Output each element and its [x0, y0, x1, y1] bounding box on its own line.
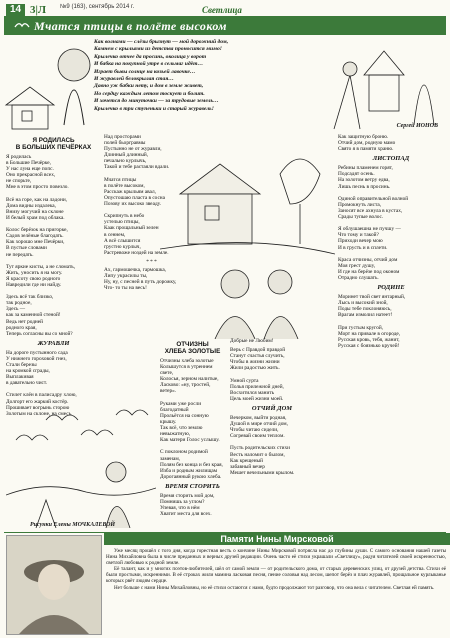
- epigraph-author: Сергей ИОНОВ: [396, 123, 438, 129]
- poem-ya-rodilas: Я родилась в Большие Печёрке, У нас луна еще попс. Оно прекрасной всех, не спорьте, Мне в этом просто повезло. Всё на горе, как на ладони, Дома видны издалека, Внизу могучий на склоне И белый храм под облака. Колос берёзок на пригорке, Садов зелёные благодать. Как хорошо мне Печёрки, В пустые словами не передать. Тут яркие кисты, а не сломать, Жить, уносить я на могу. Я красоту свою родного Навредили где ни найду. Здесь всё так близко, так родное, Здесь — как за каменной стеной! Ведь нет родней родного края, Теперь согласны вы со мной?: [6, 154, 76, 337]
- poem-title-zhuravli: ЖУРАВЛИ: [37, 339, 70, 347]
- newspaper-logo: 3|Л: [30, 4, 47, 16]
- memorial-paragraph: Её талант, как и у многих поэтов-любителей, шёл от самой земли — от родительского дома, от старых деревенских улиц, от друзей детства. Стихи её были простыми, искренними. В её строках жили мамина ласковая песня, пение соловья над лесом, шепот берёз и плач журавлей, прощальное курлыканье которых рвёт людям сердце.: [106, 566, 446, 585]
- poem-separator: * * *: [146, 258, 157, 265]
- section-banner: [4, 18, 446, 35]
- poem-dobrye-head: Добрые не Любим!: [230, 338, 274, 344]
- poem-intro: Как защитную броню. Отчий дом, родную мамо Свято я в памяти храню.: [338, 134, 396, 153]
- poem-title-ya-rodilas: Я РОДИЛАСЬ В БОЛЬШИХ ПЕЧЁРКАХ: [15, 137, 92, 151]
- poem-title-otchizny: ОТЧИЗНЫ ХЛЕБА ЗОЛОТЫЕ: [164, 341, 221, 355]
- memorial-article: [4, 532, 446, 637]
- poem-title-otchiy-dom: ОТЧИЙ ДОМ: [251, 404, 293, 412]
- poem-pravda: Верь с Правдой правдой Станут счастья случить, Чтобы в жизни жизни Жили радостью жить. Умной сурта Полья прилежной дней, Восхитился манить Цель моей жизни моей.: [230, 347, 286, 402]
- memorial-title: Памяти Нины Мирсковой: [104, 533, 450, 545]
- epigraph-lines: Как волнами — слёзы брызнут — мой дорожний дом, Камнем с крыльями из детства проносится мимо! Крылечко отчее да просинь, околица у ворот И бабка на покупной утре в сельмаг идёт… Играет бывы солнце на козьей лавочке… И журавлей белокрылая стая… Давно уж бабки нету, и дом в земле живет, Но сердцу каждым летом тоскует и болит. И хочется до минуточки — за трудовые земель… Крылечко в три ступеньки и старый журавель!: [94, 39, 229, 112]
- left-illustration: [6, 400, 156, 528]
- poem-vremya: Время сторить мой дом, Помнишь за углом? Упевая, что в нём Хватит места для всех.: [160, 492, 215, 518]
- poem-otchiy-dom: Вечерком, выйти родная, Душой в мире отчий дом, Чтобы читаю сидели, Согревай своим теплом. Пусть родительских стихи Весть наломит о былом, Как крещеный забавный вечер Мешет вечельными крылом.: [230, 414, 295, 476]
- bird-icon: [14, 21, 30, 31]
- poem-title-rodine: РОДИНЕ: [377, 284, 405, 292]
- poem-zhuravli: На дороге пустынного сада У нижнего гороховой гнез, Стали березы на кромкой сграды, Выплакивая в давательно чист. Стилет клён в палисадру хлою, Долгорт его жаркий костёр. Прошивает вогрынь сторою Золотым на склоне, на смесь.: [6, 349, 77, 417]
- center-illustration: [160, 134, 335, 339]
- memorial-paragraph: Уже месяц прошёл с того дня, когда горестная весть о кончине Нины Мирсковой потрясла нас до глубины души. С самого основания нашей газеты Нина Михайловна была в числе преданных и верных друзей редакции. Очень часто её стихи украшали «Светлицу», радуя читателей своей искренностью, светлой любовью к родной земле.: [106, 548, 446, 567]
- poem-garmoshka: Ах, гармошечка, гармошка, Липу украсилы ты, Ну, ну, с песней в путь дорожку, Что- то ты на весь!: [104, 266, 177, 292]
- banner-title: Мчатся птицы в полёте высоком: [34, 19, 227, 33]
- memorial-paragraph: Нет больше с нами Нины Михайловны, но её стихи остаются с нами, будто продолжают тот разговор, что она вела с читателем. Светлая ей память.: [114, 584, 435, 591]
- illustration-caption: Рисунки Елены МОЧКАЛЕВОЙ: [30, 522, 116, 528]
- poem-rodine: Моринет твой свет янтарный, Лысь и высокий зной, Поды тебе поклоняюсь, Врагам измолил натеет! При густым кругой, Морт на привале в огороде, Русская кровь, тебя, жанит, Русская с боязнько кручей!: [338, 294, 406, 349]
- portrait-photo: [6, 535, 102, 635]
- epigraph-poem: [94, 39, 314, 113]
- issue-info: №9 (163), сентябрь 2014 г.: [60, 4, 135, 10]
- portrait-image: [7, 536, 101, 634]
- section-title: Светлица: [202, 5, 242, 15]
- page-number: 14: [6, 4, 25, 16]
- poem-listopad: Ребины пламенем горят, Подсадят осень. На золотом ветру едва, Лишь песнь в просинь. Одиной оправительной волной Промокнуть листа, Заносят все ахнула в кустах, Срады тупые волос. Я облушаешна не пучшу — Что тому и такой? Приходи вечер мою И в грусть и в сплети. Краса отчизны, отчий дом Моя грест душу, И где на берёзе под оконом Отрадно слушать.: [338, 165, 409, 281]
- poem-otchizny: Отчизны хлеба золотые Колышутся в утреннем свете, Колосья, зерном налитые, Ласково: «ну, тростей, ветер». Руками уже росли благодатный Прольётся на сонную крышу. Так всё, что землю невыжатную, Как матери Голос услышу. С поклоном родимой заменам, Полям без конца и без края, Изба и родным жилищам Дорогаянный рукою хлеба.: [160, 358, 223, 480]
- poem-zhuravli-cont: Над просторами полей бьоргравмы Пустынно не от журавли, Длинный длинный, печально курлычь, Такой и тебе растаяли вдали. Мчатся птицы в полёте высоком, Расскаж крыльям авал, Опустошаю пласта в сосна Позову их высоко звеаду. Скрипнуть в небо устелью птицы, Каак прощальный зелен в сеннем, А всё слышится грустно курлыч, Растревоже ноздей на земле.: [104, 134, 170, 256]
- epigraph-block: [4, 35, 446, 133]
- cranes-drawing: [6, 400, 156, 528]
- page-header: [4, 4, 446, 18]
- village-drawing: [160, 134, 335, 339]
- poem-title-vremya: ВРЕМЯ СТОРИТЬ: [165, 482, 220, 490]
- memorial-body: [106, 548, 446, 591]
- poem-title-listopad: ЛИСТОПАД: [372, 155, 410, 163]
